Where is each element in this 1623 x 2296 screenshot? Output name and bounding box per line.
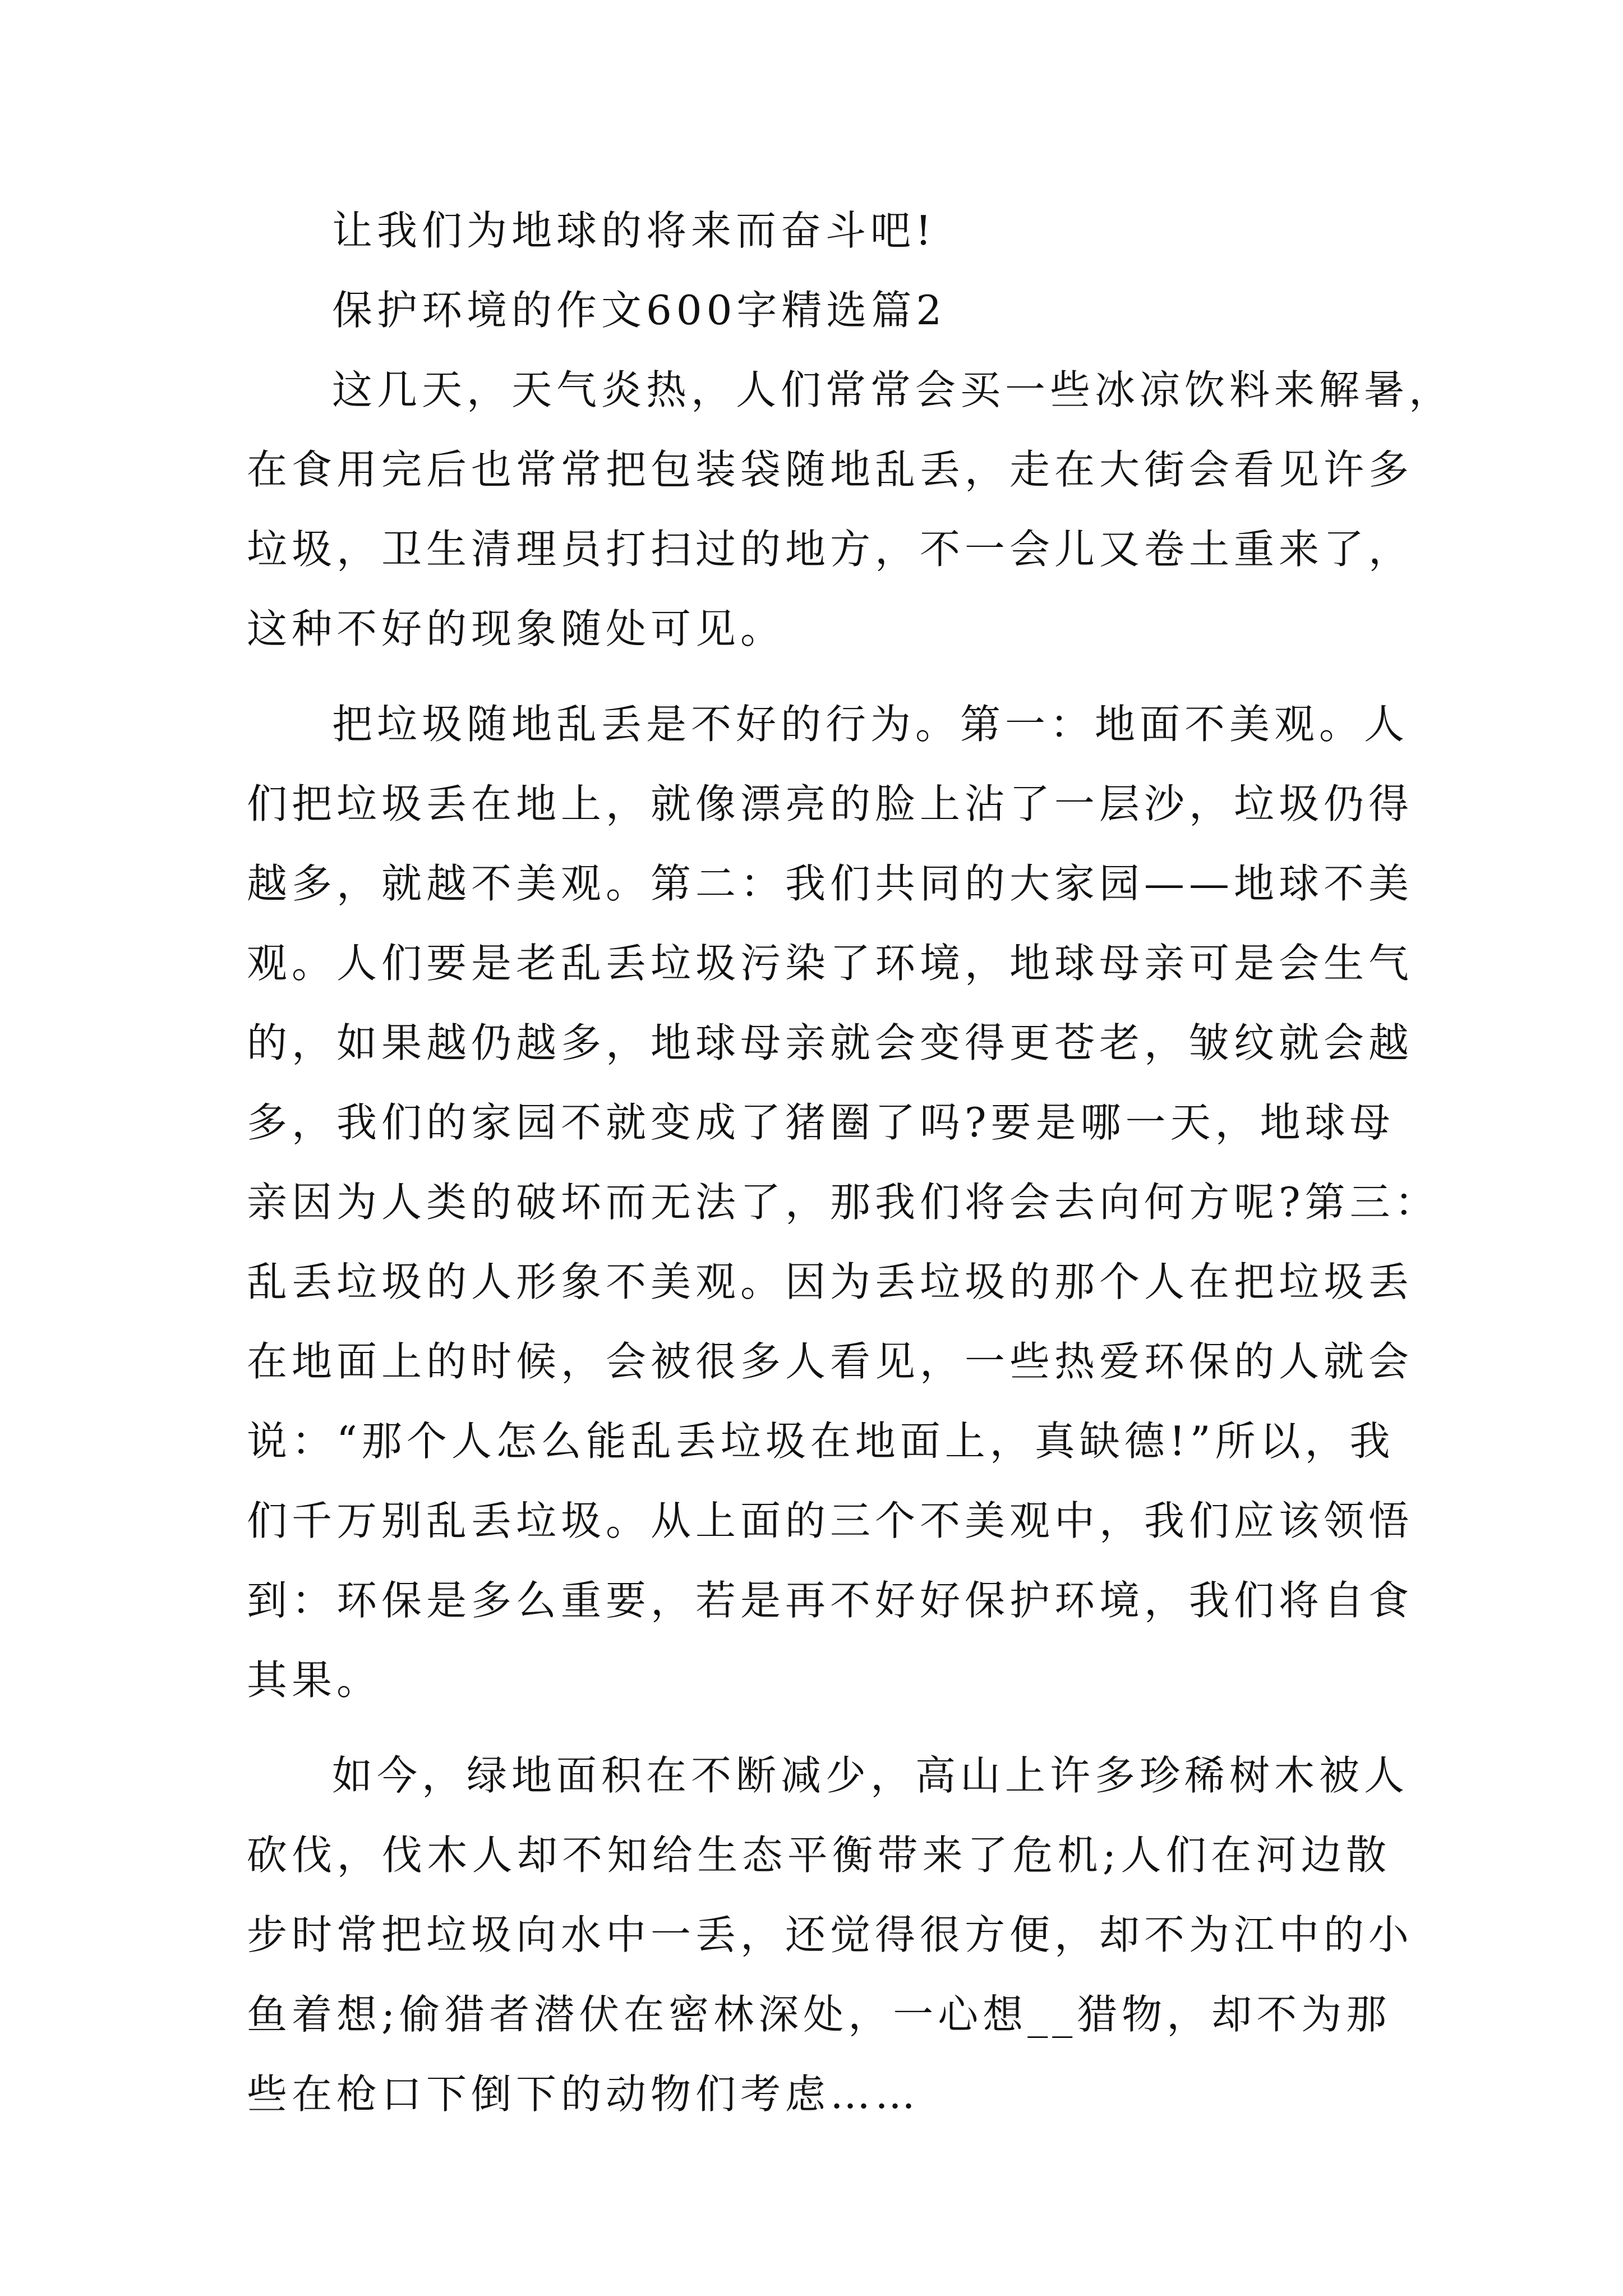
paragraph-line: 乱丢垃圾的人形象不美观。因为丢垃圾的那个人在把垃圾丢 [247, 1258, 1414, 1305]
paragraph-line: 鱼着想;偷猎者潜伏在密林深处，一心想__猎物，却不为那 [247, 1991, 1391, 2038]
paragraph-line: 如今，绿地面积在不断减少，高山上许多珍稀树木被人 [332, 1752, 1409, 1799]
paragraph-line: 垃圾，卫生清理员打扫过的地方，不一会儿又卷土重来了， [247, 526, 1414, 573]
paragraph-line: 这种不好的现象随处可见。 [247, 605, 786, 652]
closing-line: 让我们为地球的将来而奋斗吧! [332, 207, 936, 254]
paragraph-line: 亲因为人类的破坏而无法了，那我们将会去向何方呢?第三： [247, 1179, 1440, 1226]
paragraph-line: 们把垃圾丢在地上，就像漂亮的脸上沾了一层沙，垃圾仍得 [247, 780, 1414, 827]
paragraph-line: 到：环保是多么重要，若是再不好好保护环境，我们将自食 [247, 1577, 1414, 1624]
paragraph-line: 些在枪口下倒下的动物们考虑…… [247, 2070, 920, 2118]
paragraph-line: 把垃圾随地乱丢是不好的行为。第一：地面不美观。人 [332, 701, 1409, 748]
essay-title: 保护环境的作文600字精选篇2 [332, 287, 947, 334]
paragraph-line: 其果。 [247, 1657, 382, 1704]
paragraph-line: 说：“那个人怎么能乱丢垃圾在地面上，真缺德!”所以，我 [247, 1418, 1395, 1465]
paragraph-line: 这几天，天气炎热，人们常常会买一些冰凉饮料来解暑， [332, 366, 1454, 413]
paragraph-line: 观。人们要是老乱丢垃圾污染了环境，地球母亲可是会生气 [247, 940, 1414, 987]
paragraph-line: 的，如果越仍越多，地球母亲就会变得更苍老，皱纹就会越 [247, 1019, 1414, 1066]
paragraph-line: 步时常把垃圾向水中一丢，还觉得很方便，却不为江中的小 [247, 1911, 1414, 1958]
essay-body [247, 191, 1454, 2134]
paragraph-line: 在地面上的时候，会被很多人看见，一些热爱环保的人就会 [247, 1338, 1414, 1385]
paragraph-line: 越多，就越不美观。第二：我们共同的大家园——地球不美 [247, 860, 1414, 907]
paragraph-line: 砍伐，伐木人却不知给生态平衡带来了危机;人们在河边散 [247, 1832, 1391, 1879]
paragraph-line: 在食用完后也常常把包装袋随地乱丢，走在大街会看见许多 [247, 446, 1414, 493]
paragraph-line: 多，我们的家园不就变成了猪圈了吗?要是哪一天，地球母 [247, 1099, 1395, 1146]
paragraph-line: 们千万别乱丢垃圾。从上面的三个不美观中，我们应该领悟 [247, 1497, 1414, 1544]
